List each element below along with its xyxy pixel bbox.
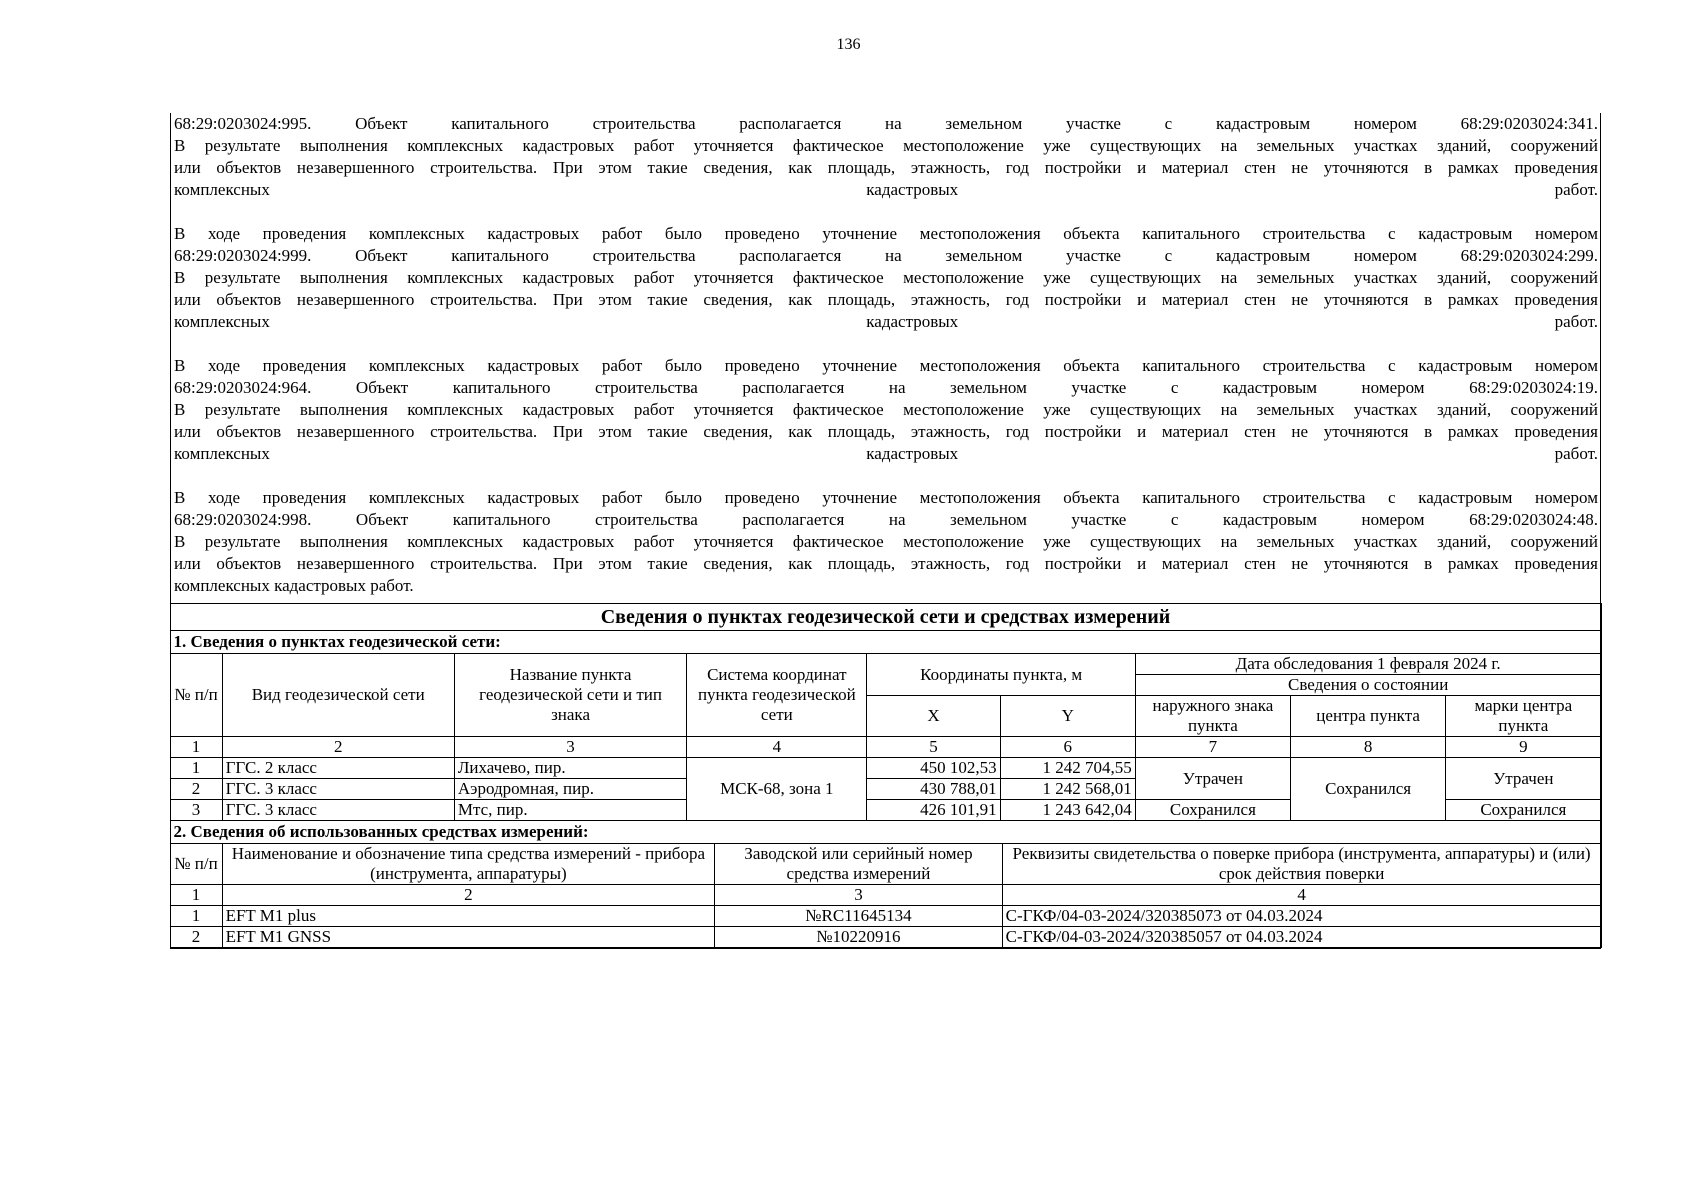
row-num: 2 (170, 779, 222, 800)
state-center-mark: Сохранился (1446, 800, 1601, 821)
state-outer-sign: Утрачен (1135, 758, 1290, 800)
page-number: 136 (836, 36, 861, 53)
text-line: В результате выполнения комплексных кадастровых работ уточняется фактическое местоположение уже существующих на земельных участках зданий, сооружений (174, 268, 1598, 287)
header-y: Y (1000, 696, 1135, 737)
geodetic-table (170, 603, 1602, 821)
state-center-mark: Утрачен (1446, 758, 1601, 800)
certificate: С-ГКФ/04-03-2024/320385073 от 04.03.2024 (1002, 906, 1601, 927)
header-instrument-name: Наименование и обозначение типа средства измерений - прибора (инструмента, аппаратуры) (222, 844, 715, 885)
col-number: 4 (1002, 885, 1601, 906)
text-line: В ходе проведения комплексных кадастровых работ было проведено уточнение местоположения объекта капитального строительства с кадастровым номером (174, 356, 1598, 375)
paragraph (174, 223, 1598, 333)
text-line: или объектов незавершенного строительства. При этом такие сведения, как площадь, этажность, год постройки и материал стен не уточняются в рамках проведения (174, 290, 1598, 309)
network-type: ГГС. 3 класс (222, 800, 454, 821)
header-coord-system: Система координат пункта геодезической сети (687, 654, 867, 737)
serial-number: №RC11645134 (715, 906, 1002, 927)
header-serial: Заводской или серийный номер средства измерений (715, 844, 1002, 885)
col-number: 9 (1446, 737, 1601, 758)
text-line: В ходе проведения комплексных кадастровых работ было проведено уточнение местоположения объекта капитального строительства с кадастровым номером (174, 224, 1598, 243)
col-number: 2 (222, 737, 454, 758)
text-line: комплексных кадастровых работ. (174, 576, 414, 595)
col-number: 7 (1135, 737, 1290, 758)
state-outer-sign: Сохранился (1135, 800, 1290, 821)
text-line: В результате выполнения комплексных кадастровых работ уточняется фактическое местоположение уже существующих на земельных участках зданий, сооружений (174, 400, 1598, 419)
point-name: Мтс, пир. (454, 800, 686, 821)
coord-x: 426 101,91 (867, 800, 1000, 821)
text-line: В результате выполнения комплексных кадастровых работ уточняется фактическое местоположение уже существующих на земельных участках зданий, сооружений (174, 532, 1598, 551)
coord-x: 450 102,53 (867, 758, 1000, 779)
point-name: Аэродромная, пир. (454, 779, 686, 800)
row-num: 1 (170, 758, 222, 779)
text-line: комплексных кадастровых работ. (174, 444, 1598, 463)
header-state: Сведения о состоянии (1135, 675, 1601, 696)
text-block (171, 113, 1600, 603)
paragraph (174, 113, 1598, 201)
coord-y: 1 242 568,01 (1000, 779, 1135, 800)
certificate: С-ГКФ/04-03-2024/320385057 от 04.03.2024 (1002, 927, 1601, 948)
text-line: В ходе проведения комплексных кадастровых работ было проведено уточнение местоположения объекта капитального строительства с кадастровым номером (174, 488, 1598, 507)
col-number: 1 (170, 885, 222, 906)
text-line: или объектов незавершенного строительства. При этом такие сведения, как площадь, этажность, год постройки и материал стен не уточняются в рамках проведения (174, 554, 1598, 573)
header-certificate: Реквизиты свидетельства о поверке прибора (инструмента, аппаратуры) и (или) срок действия поверки (1002, 844, 1601, 885)
header-center: центра пункта (1291, 696, 1446, 737)
instrument-name: EFT M1 plus (222, 906, 715, 927)
header-center-mark: марки центра пункта (1446, 696, 1601, 737)
instruments-table (170, 821, 1602, 948)
col-number: 4 (687, 737, 867, 758)
text-line: В результате выполнения комплексных кадастровых работ уточняется фактическое местоположение уже существующих на земельных участках зданий, сооружений (174, 136, 1598, 155)
coord-x: 430 788,01 (867, 779, 1000, 800)
header-x: X (867, 696, 1000, 737)
col-number: 6 (1000, 737, 1135, 758)
col-number: 3 (715, 885, 1002, 906)
text-line: 68:29:0203024:999. Объект капитального строительства располагается на земельном участке с кадастровым номером 68:29:0203024:299. (174, 246, 1598, 265)
header-num: № п/п (170, 844, 222, 885)
state-center: Сохранился (1291, 758, 1446, 821)
col-number: 1 (170, 737, 222, 758)
col-number: 3 (454, 737, 686, 758)
text-line: 68:29:0203024:998. Объект капитального строительства располагается на земельном участке с кадастровым номером 68:29:0203024:48. (174, 510, 1598, 529)
table-row (170, 758, 1601, 779)
col-number: 8 (1291, 737, 1446, 758)
text-line: или объектов незавершенного строительства. При этом такие сведения, как площадь, этажность, год постройки и материал стен не уточняются в рамках проведения (174, 158, 1598, 177)
text-line: или объектов незавершенного строительства. При этом такие сведения, как площадь, этажность, год постройки и материал стен не уточняются в рамках проведения (174, 422, 1598, 441)
text-line: 68:29:0203024:964. Объект капитального строительства располагается на земельном участке с кадастровым номером 68:29:0203024:19. (174, 378, 1598, 397)
col-number: 5 (867, 737, 1000, 758)
coord-y: 1 243 642,04 (1000, 800, 1135, 821)
row-num: 2 (170, 927, 222, 948)
header-network-type: Вид геодезической сети (222, 654, 454, 737)
paragraph (174, 355, 1598, 465)
header-outer-sign: наружного знака пункта (1135, 696, 1290, 737)
point-name: Лихачево, пир. (454, 758, 686, 779)
column-numbers-row (170, 737, 1601, 758)
text-line: 68:29:0203024:995. Объект капитального строительства располагается на земельном участке с кадастровым номером 68:29:0203024:341. (174, 114, 1598, 133)
geodetic-subtitle: 1. Сведения о пунктах геодезической сети: (170, 631, 1601, 654)
coord-y: 1 242 704,55 (1000, 758, 1135, 779)
row-num: 3 (170, 800, 222, 821)
network-type: ГГС. 3 класс (222, 779, 454, 800)
header-point-name: Название пункта геодезической сети и тип знака (454, 654, 686, 737)
section-title: Сведения о пунктах геодезической сети и средствах измерений (170, 604, 1601, 631)
column-numbers-row (170, 885, 1601, 906)
network-type: ГГС. 2 класс (222, 758, 454, 779)
text-line: комплексных кадастровых работ. (174, 180, 1598, 199)
instruments-subtitle: 2. Сведения об использованных средствах измерений: (170, 821, 1601, 844)
coord-system: МСК-68, зона 1 (687, 758, 867, 821)
header-survey-date: Дата обследования 1 февраля 2024 г. (1135, 654, 1601, 675)
table-row (170, 927, 1601, 948)
col-number: 2 (222, 885, 715, 906)
text-line: комплексных кадастровых работ. (174, 312, 1598, 331)
instrument-name: EFT M1 GNSS (222, 927, 715, 948)
serial-number: №10220916 (715, 927, 1002, 948)
header-num: № п/п (170, 654, 222, 737)
row-num: 1 (170, 906, 222, 927)
table-row (170, 906, 1601, 927)
paragraph (174, 487, 1598, 597)
document-sheet (170, 113, 1601, 949)
header-coords: Координаты пункта, м (867, 654, 1135, 696)
